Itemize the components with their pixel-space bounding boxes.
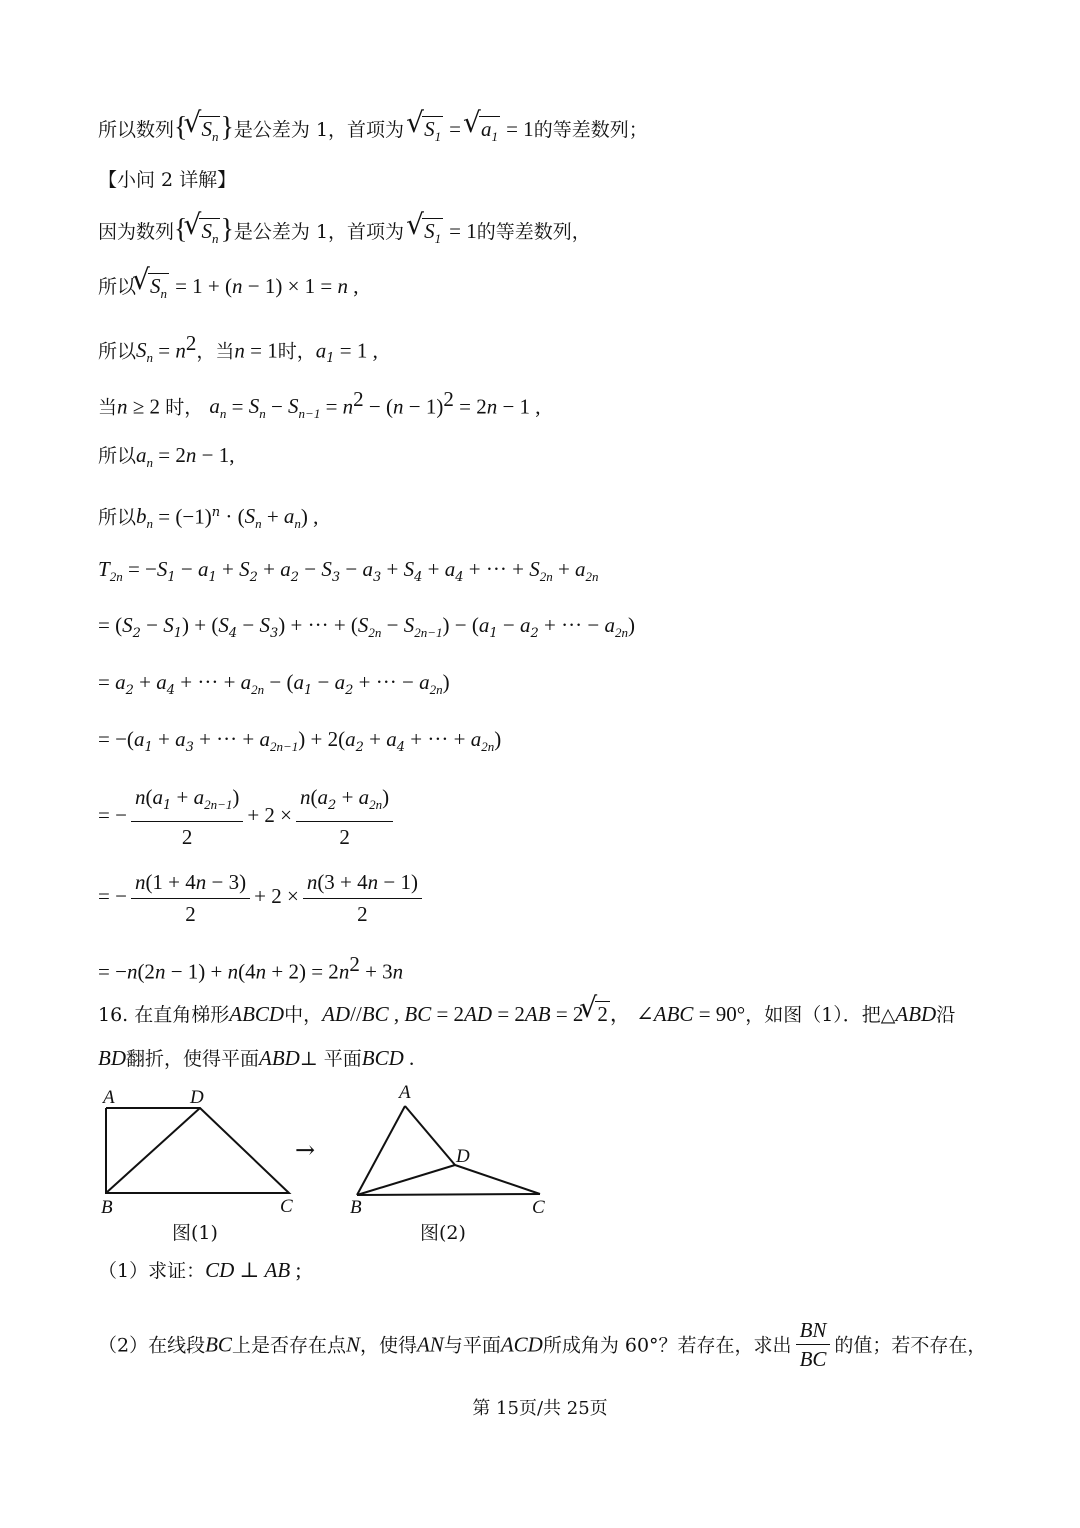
text: （1）求证： xyxy=(98,1260,206,1282)
text: （2）在线段 xyxy=(98,1334,206,1357)
math-line-an: 当n ≥ 2 时， $a_n = S_n - S_{n-1} = n^2 - (n - 1)^2 = 2n - 1$ , xyxy=(98,387,541,422)
trapezoid-outline xyxy=(106,1108,289,1193)
edge-bc xyxy=(357,1194,540,1195)
text: 时， xyxy=(277,340,316,363)
fig2-caption: 图(2) xyxy=(420,1222,466,1244)
math-line-step-2: = $a_2 + a_4$ + ··· + $a_{2n} - (a_1 - a_2$ + ··· − $a_{2n}$) xyxy=(98,670,450,698)
fig2-label-b: B xyxy=(350,1197,362,1218)
text: 的等差数列； xyxy=(533,119,648,141)
text: 所以数列 xyxy=(98,119,175,141)
text: ⊥ 平面 xyxy=(299,1048,362,1070)
text: 时， xyxy=(165,396,204,419)
text: ，如图（1）．把△ xyxy=(745,1004,896,1026)
edge-dc xyxy=(455,1165,540,1194)
fig1-label-d: D xyxy=(190,1087,204,1108)
fig2-label-d: D xyxy=(456,1146,470,1167)
text: 与平面 xyxy=(443,1334,501,1357)
text: 所以 xyxy=(98,276,137,298)
text: 因为数列 xyxy=(98,221,175,243)
math-line-an-result: 所以$a_n = 2n - 1$, xyxy=(98,443,235,471)
fig2-label-c: C xyxy=(532,1197,545,1218)
math-line-step-4: = − $\frac{n(a_1 + a_{2n-1})}{2}$ + 2 × $\frac{n(a_2 + a_{2n})}{2}$ xyxy=(98,782,397,852)
edge-ad xyxy=(405,1106,455,1165)
text: 当 xyxy=(98,396,118,419)
text: 中， xyxy=(284,1004,323,1026)
text: 的值；若不存在， xyxy=(834,1334,987,1357)
arrow-icon: → xyxy=(295,1136,316,1164)
edge-bd xyxy=(357,1165,455,1195)
math-line-result: = $-n(2n - 1) + n(4n + 2) = 2n^2 + 3n$ xyxy=(98,952,404,984)
text: 的等差数列， xyxy=(476,221,591,243)
text: 是公差为 1，首项为 xyxy=(233,119,405,141)
diagonal-bd xyxy=(106,1108,200,1193)
text: 是公差为 1，首项为 xyxy=(233,221,405,243)
math-line-sqrt-sn: 所以√ $S_n = 1 + (n - 1) \times 1 = n$ , xyxy=(98,272,359,308)
section-heading: 【小问 2 详解】 xyxy=(98,169,237,191)
text: 所成角为 60°？若存在，求出 xyxy=(542,1334,792,1357)
text: ，当 xyxy=(196,340,235,363)
text: ，使得 xyxy=(359,1334,417,1357)
edge-ba xyxy=(357,1106,405,1195)
question-16-line-2: BD翻折，使得平面ABD⊥ 平面BCD . xyxy=(98,1046,415,1070)
math-line-step-5: = − $\frac{n(1 + 4n - 3)}{2}$ + 2 × $\frac{n(3 + 4n - 1)}{2}$ xyxy=(98,867,426,929)
page-footer: 第 15页/共 25页 xyxy=(472,1398,608,1419)
sub-question-1: （1）求证：CD ⊥ AB ; xyxy=(98,1258,302,1282)
fig1-label-a: A xyxy=(103,1087,115,1108)
fig1-label-b: B xyxy=(101,1197,113,1218)
text: 16. 在直角梯形 xyxy=(98,1004,230,1026)
text: 翻折，使得平面 xyxy=(126,1048,260,1070)
fig1-label-c: C xyxy=(280,1196,293,1217)
text: 所以 xyxy=(98,445,137,467)
text-line-3: 因为数列{√ $S_n$}是公差为 1，首项为 √ $S_1 = 1$的等差数列， xyxy=(98,216,591,253)
math-line-step-3: = $-(a_1 + a_3$ + ··· + $a_{2n-1}) + 2(a_2 + a_4$ + ··· + $a_{2n}$) xyxy=(98,727,502,755)
text-line-1: 所以数列{√ $S_n$}是公差为 1，首项为 √ $S_1$ = √ $a_1 = 1$的等差数列； xyxy=(98,114,648,151)
math-line-sn: 所以$S_n = n^2$，当n = 1时，$a_1 = 1$ , xyxy=(98,331,378,367)
fig1-caption: 图(1) xyxy=(172,1222,218,1244)
math-line-step-1: = $(S_2 - S_1) + (S_4 - S_3)$ + ··· + $(S_{2n} - S_{2n-1}) - (a_1 - a_2$ + ··· − $a_{2n}$) xyxy=(98,613,635,641)
question-16-line-1: 16. 在直角梯形ABCD中，AD//BC , BC = 2AD = 2AB = 2√ 2， ∠ABC = 90°，如图（1）．把△ABD沿 xyxy=(98,1000,955,1029)
math-line-bn: 所以$b_n = (-1)^n \cdot (S_n + a_n)$ , xyxy=(98,504,319,532)
text: 上是否存在点 xyxy=(231,1334,346,1357)
text: 所以 xyxy=(98,340,137,363)
text: 沿 xyxy=(936,1004,956,1026)
text: 所以 xyxy=(98,506,137,529)
fig2-label-a: A xyxy=(399,1082,411,1103)
sub-question-2: （2）在线段BC上是否存在点N，使得AN与平面ACD所成角为 60°？若存在，求出 $\frac{BN}{BC}$ 的值；若不存在， xyxy=(98,1318,987,1371)
math-line-t2n: $T_{2n} = -S_1 - a_1 + S_2 + a_2 - S_3 - a_3 + S_4 + a_4$ + ··· + $S_{2n} + a_{2n}$ xyxy=(98,557,599,585)
